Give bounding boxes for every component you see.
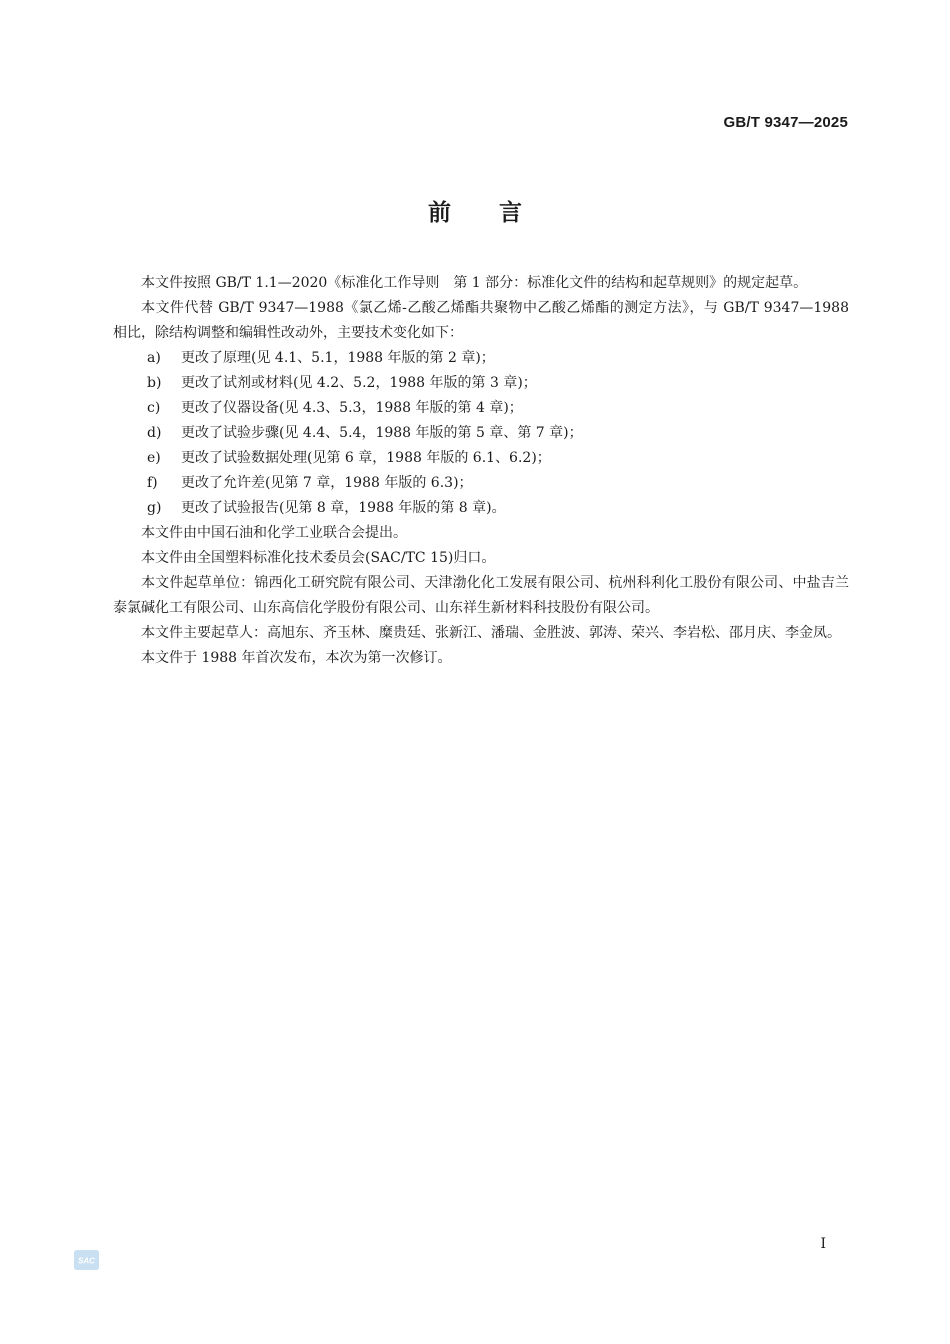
list-marker: f) <box>147 475 158 491</box>
paragraph-drafting-rules: 本文件按照 GB/T 1.1—2020《标准化工作导则 第 1 部分：标准化文件的结构和起草规则》的规定起草。 <box>141 275 808 291</box>
page-number: I <box>820 1236 826 1252</box>
paragraph-replacement: 本文件代替 GB/T 9347—1988《氯乙烯-乙酸乙烯酯共聚物中乙酸乙烯酯的测定方法》，与 GB/T 9347—1988 相比，除结构调整和编辑性改动外，主要技术变化如下： <box>113 300 849 341</box>
list-marker: c) <box>147 400 161 416</box>
list-item <box>113 396 849 421</box>
list-item <box>113 346 849 371</box>
sac-logo-icon <box>73 1248 100 1272</box>
paragraph-history: 本文件于 1988 年首次发布，本次为第一次修订。 <box>141 650 452 666</box>
list-item <box>113 421 849 446</box>
list-marker: g) <box>147 500 162 516</box>
list-item-text: 更改了仪器设备(见 4.3、5.3，1988 年版的第 4 章)； <box>181 400 523 416</box>
paragraph-under-jurisdiction: 本文件由全国塑料标准化技术委员会(SAC/TC 15)归口。 <box>141 550 496 566</box>
list-item <box>113 446 849 471</box>
list-marker: d) <box>147 425 162 441</box>
list-marker: b) <box>147 375 162 391</box>
list-item <box>113 471 849 496</box>
foreword-body <box>113 271 849 671</box>
list-item <box>113 371 849 396</box>
list-marker: e) <box>147 450 161 466</box>
list-marker: a) <box>147 350 161 366</box>
standard-number: GB/T 9347—2025 <box>723 114 848 131</box>
list-item-text: 更改了试剂或材料(见 4.2、5.2，1988 年版的第 3 章)； <box>181 375 537 391</box>
list-item-text: 更改了试验报告(见第 8 章，1988 年版的第 8 章)。 <box>181 500 506 516</box>
page-title: 前言 <box>428 200 570 226</box>
paragraph-proposed-by: 本文件由中国石油和化学工业联合会提出。 <box>141 525 407 541</box>
list-item-text: 更改了试验数据处理(见第 6 章，1988 年版的 6.1、6.2)； <box>181 450 551 466</box>
changes-list <box>113 346 849 521</box>
list-item-text: 更改了允许差(见第 7 章，1988 年版的 6.3)； <box>181 475 473 491</box>
list-item-text: 更改了原理(见 4.1、5.1，1988 年版的第 2 章)； <box>181 350 495 366</box>
paragraph-drafting-units: 本文件起草单位：锦西化工研究院有限公司、天津渤化化工发展有限公司、杭州科利化工股份有限公司、中盐吉兰泰氯碱化工有限公司、山东高信化学股份有限公司、山东祥生新材料科技股份有限公司。 <box>113 575 849 616</box>
sac-logo-text: SAC <box>78 1256 95 1266</box>
list-item <box>113 496 849 521</box>
paragraph-drafters: 本文件主要起草人：高旭东、齐玉林、糜贵廷、张新江、潘瑞、金胜波、郭涛、荣兴、李岩松、邵月庆、李金凤。 <box>141 625 841 641</box>
list-item-text: 更改了试验步骤(见 4.4、5.4，1988 年版的第 5 章、第 7 章)； <box>181 425 583 441</box>
